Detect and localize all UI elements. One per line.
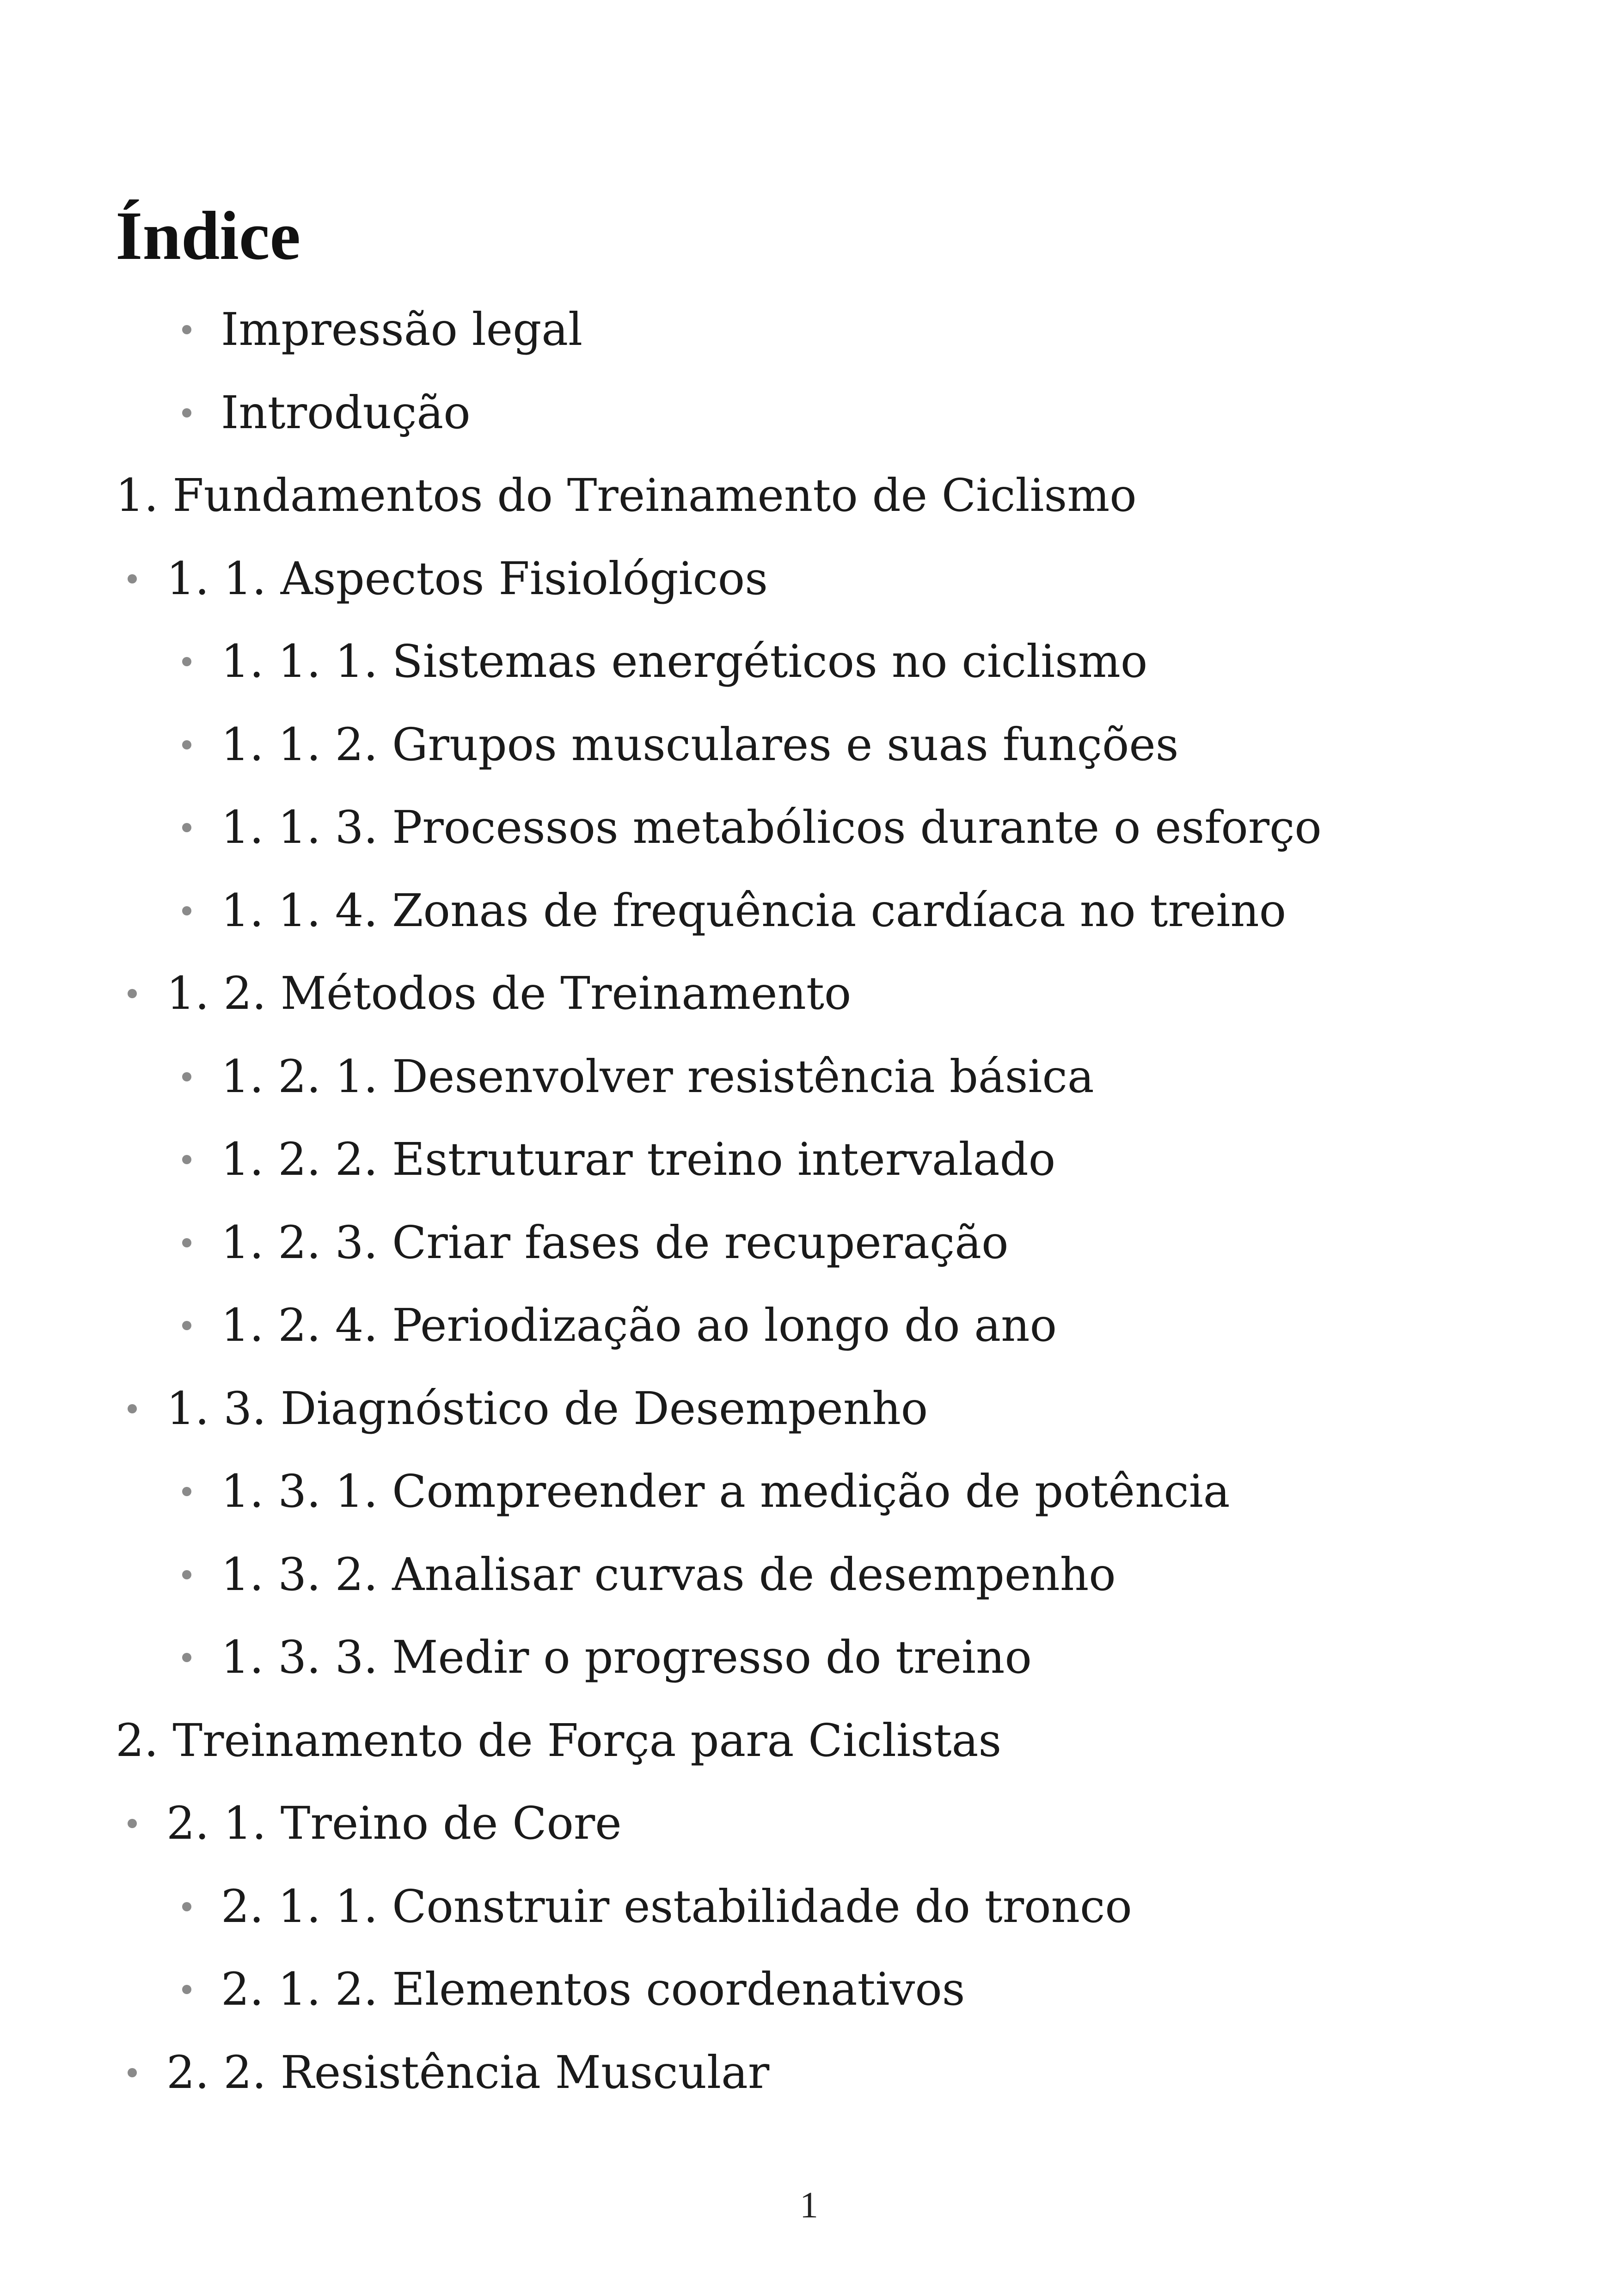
toc-subsection-1-3-3[interactable]	[182, 1630, 1032, 1685]
toc-entry-label: 1. 1. 2. Grupos musculares e suas funções	[221, 718, 1179, 771]
toc-subsection-1-3-1[interactable]	[182, 1464, 1230, 1519]
toc-entry-label: 1. 1. 4. Zonas de frequência cardíaca no treino	[221, 884, 1287, 937]
bullet-icon	[182, 1321, 191, 1330]
toc-title: Índice	[116, 197, 301, 274]
bullet-icon	[128, 574, 137, 583]
toc-entry-label: 1. 1. 3. Processos metabólicos durante o esforço	[221, 801, 1322, 853]
toc-chapter-2[interactable]	[116, 1713, 1001, 1768]
page-number: 1	[800, 2185, 818, 2226]
toc-subsection-1-3-2[interactable]	[182, 1547, 1116, 1602]
toc-section-2-1[interactable]	[128, 1796, 622, 1851]
toc-section-1-3[interactable]	[128, 1381, 928, 1437]
toc-entry-label: 1. 2. 3. Criar fases de recuperação	[221, 1216, 1009, 1269]
toc-subsection-1-1-4[interactable]	[182, 883, 1286, 939]
toc-subsection-1-1-2[interactable]	[182, 717, 1179, 773]
bullet-icon	[128, 989, 137, 998]
toc-entry-label: 2. 2. Resistência Muscular	[166, 2046, 770, 2099]
bullet-icon	[182, 408, 191, 417]
bullet-icon	[128, 1404, 137, 1413]
bullet-icon	[128, 1819, 137, 1828]
toc-section-2-2[interactable]	[128, 2045, 769, 2100]
toc-entry-label: 1. Fundamentos do Treinamento de Ciclismo	[116, 469, 1137, 522]
toc-entry-label: 1. 3. Diagnóstico de Desempenho	[166, 1382, 928, 1435]
toc-entry-label: Introdução	[221, 387, 471, 439]
bullet-icon	[182, 325, 191, 334]
toc-section-1-1[interactable]	[128, 551, 768, 607]
toc-entry-label: 1. 3. 1. Compreender a medição de potência	[221, 1465, 1230, 1517]
bullet-icon	[182, 823, 191, 832]
bullet-icon	[182, 1487, 191, 1496]
bullet-icon	[182, 1570, 191, 1579]
toc-entry-label: 2. 1. 2. Elementos coordenativos	[221, 1963, 965, 2015]
toc-subsection-2-1-2[interactable]	[182, 1962, 965, 2017]
toc-entry-label: 1. 2. Métodos de Treinamento	[166, 967, 852, 1019]
toc-subsection-1-2-4[interactable]	[182, 1298, 1057, 1353]
toc-subsection-1-2-2[interactable]	[182, 1132, 1055, 1187]
toc-subsection-1-2-3[interactable]	[182, 1215, 1008, 1271]
toc-subsection-1-1-3[interactable]	[182, 800, 1322, 855]
toc-subsection-2-1-1[interactable]	[182, 1879, 1132, 1934]
toc-entry-label: 2. 1. 1. Construir estabilidade do tronco	[221, 1880, 1132, 1933]
toc-entry-label: 1. 2. 4. Periodização ao longo do ano	[221, 1299, 1057, 1351]
toc-entry-introducao[interactable]	[182, 385, 471, 441]
toc-entry-label: 1. 1. 1. Sistemas energéticos no ciclismo	[221, 635, 1148, 688]
bullet-icon	[182, 906, 191, 915]
toc-entry-label: 1. 2. 1. Desenvolver resistência básica	[221, 1050, 1094, 1103]
toc-entry-label: 1. 2. 2. Estruturar treino intervalado	[221, 1133, 1056, 1185]
toc-subsection-1-1-1[interactable]	[182, 634, 1147, 689]
toc-chapter-1[interactable]	[116, 468, 1137, 523]
bullet-icon	[128, 2068, 137, 2077]
bullet-icon	[182, 1238, 191, 1247]
bullet-icon	[182, 740, 191, 749]
toc-subsection-1-2-1[interactable]	[182, 1049, 1094, 1105]
bullet-icon	[182, 1902, 191, 1911]
toc-section-1-2[interactable]	[128, 966, 851, 1021]
toc-entry-label: 1. 3. 2. Analisar curvas de desempenho	[221, 1548, 1116, 1601]
bullet-icon	[182, 1155, 191, 1164]
toc-entry-label: 1. 1. Aspectos Fisiológicos	[166, 553, 768, 605]
toc-entry-label: 2. 1. Treino de Core	[166, 1797, 622, 1849]
bullet-icon	[182, 1653, 191, 1662]
toc-entry-label: 1. 3. 3. Medir o progresso do treino	[221, 1631, 1032, 1683]
bullet-icon	[182, 657, 191, 666]
toc-entry-impressao-legal[interactable]	[182, 302, 582, 357]
bullet-icon	[182, 1072, 191, 1081]
bullet-icon	[182, 1985, 191, 1994]
toc-entry-label: Impressão legal	[221, 303, 583, 356]
toc-entry-label: 2. Treinamento de Força para Ciclistas	[116, 1714, 1002, 1767]
